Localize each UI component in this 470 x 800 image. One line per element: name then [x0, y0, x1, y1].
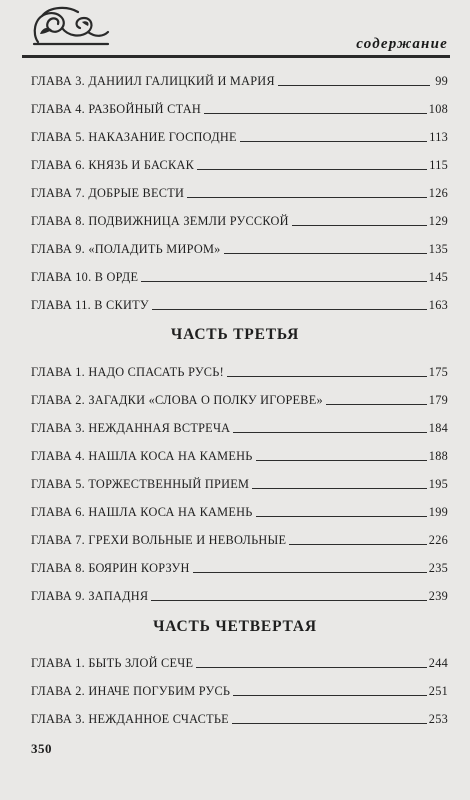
toc-entry-page: 226	[428, 533, 448, 547]
toc-entry[interactable]	[31, 643, 448, 671]
toc-entry-title: ГЛАВА 9. «ПОЛАДИТЬ МИРОМ»	[31, 242, 221, 256]
toc-entry-title: ГЛАВА 5. НАКАЗАНИЕ ГОСПОДНЕ	[31, 130, 237, 144]
dot-leader	[233, 695, 427, 696]
dot-leader	[240, 141, 428, 142]
toc-entry-title: ГЛАВА 1. БЫТЬ ЗЛОЙ СЕЧЕ	[31, 656, 194, 670]
dot-leader	[197, 169, 427, 170]
part-heading-four: ЧАСТЬ ЧЕТВЕРТАЯ	[153, 618, 317, 635]
toc-entry[interactable]	[31, 89, 448, 117]
toc-entry-page: 179	[428, 393, 448, 407]
toc-entry[interactable]	[31, 352, 448, 380]
toc-entry-title: ГЛАВА 7. ДОБРЫЕ ВЕСТИ	[31, 186, 185, 200]
toc-entry-page: 175	[428, 365, 448, 379]
dot-leader	[292, 225, 427, 226]
toc-entry-page: 199	[428, 505, 448, 519]
toc-entry-title: ГЛАВА 8. ПОДВИЖНИЦА ЗЕМЛИ РУССКОЙ	[31, 214, 289, 228]
toc-entry-page: 188	[428, 449, 448, 463]
dot-leader	[187, 197, 427, 198]
toc-entry-title: ГЛАВА 4. РАЗБОЙНЫЙ СТАН	[31, 102, 201, 116]
page-number: 350	[31, 741, 52, 756]
dot-leader	[152, 309, 427, 310]
dot-leader	[141, 281, 427, 282]
toc-entry-page: 115	[429, 158, 448, 172]
toc-entry-title: ГЛАВА 4. НАШЛА КОСА НА КАМЕНЬ	[31, 449, 253, 463]
toc-entry-title: ГЛАВА 1. НАДО СПАСАТЬ РУСЬ!	[31, 365, 224, 379]
toc-section-part-four	[31, 643, 448, 727]
toc-entry-title: ГЛАВА 2. ЗАГАДКИ «СЛОВА О ПОЛКУ ИГОРЕВЕ»	[31, 393, 323, 407]
dot-leader	[326, 404, 427, 405]
dot-leader	[232, 723, 427, 724]
toc-entry[interactable]	[31, 464, 448, 492]
toc-entry[interactable]	[31, 285, 448, 313]
toc-entry[interactable]	[31, 117, 448, 145]
dot-leader	[278, 85, 430, 86]
toc-entry-title: ГЛАВА 6. НАШЛА КОСА НА КАМЕНЬ	[31, 505, 253, 519]
dot-leader	[204, 113, 427, 114]
toc-entry-page: 239	[428, 589, 448, 603]
dot-leader	[233, 432, 426, 433]
toc-entry-page: 145	[428, 270, 448, 284]
toc-entry-title: ГЛАВА 10. В ОРДЕ	[31, 270, 139, 284]
toc-entry[interactable]	[31, 548, 448, 576]
toc-entry-page: 184	[428, 421, 448, 435]
toc-entry-title: ГЛАВА 11. В СКИТУ	[31, 298, 149, 312]
toc-entry[interactable]	[31, 492, 448, 520]
toc-entry-page: 235	[428, 561, 448, 575]
toc-entry-title: ГЛАВА 3. НЕЖДАННАЯ ВСТРЕЧА	[31, 421, 231, 435]
toc-entry[interactable]	[31, 576, 448, 604]
toc-entry-page: 251	[428, 684, 448, 698]
toc-entry-page: 108	[428, 102, 448, 116]
toc-entry[interactable]	[31, 145, 448, 173]
toc-entry-page: 244	[428, 656, 448, 670]
dot-leader	[289, 544, 427, 545]
dot-leader	[227, 376, 427, 377]
toc-entry-page: 195	[428, 477, 448, 491]
toc-entry-title: ГЛАВА 8. БОЯРИН КОРЗУН	[31, 561, 190, 575]
running-header-title: содержание	[356, 36, 448, 52]
toc-entry-page: 163	[428, 298, 448, 312]
celtic-knot-ornament-icon	[28, 4, 110, 48]
toc-entry-page: 99	[435, 74, 448, 88]
toc-section-part-three	[31, 352, 448, 604]
toc-entry[interactable]	[31, 61, 448, 89]
toc-entry[interactable]	[31, 380, 448, 408]
toc-entry-title: ГЛАВА 3. ДАНИИЛ ГАЛИЦКИЙ И МАРИЯ	[31, 74, 275, 88]
header-rule	[22, 55, 450, 58]
toc-entry[interactable]	[31, 520, 448, 548]
dot-leader	[151, 600, 426, 601]
toc-entry-title: ГЛАВА 7. ГРЕХИ ВОЛЬНЫЕ И НЕВОЛЬНЫЕ	[31, 533, 287, 547]
toc-entry[interactable]	[31, 257, 448, 285]
toc-entry-title: ГЛАВА 9. ЗАПАДНЯ	[31, 589, 149, 603]
toc-entry-page: 129	[428, 214, 448, 228]
toc-section-continued	[31, 61, 448, 313]
toc-entry[interactable]	[31, 173, 448, 201]
dot-leader	[224, 253, 427, 254]
toc-entry[interactable]	[31, 408, 448, 436]
toc-entry-title: ГЛАВА 2. ИНАЧЕ ПОГУБИМ РУСЬ	[31, 684, 231, 698]
toc-entry[interactable]	[31, 201, 448, 229]
toc-entry[interactable]	[31, 699, 448, 727]
toc-entry[interactable]	[31, 229, 448, 257]
toc-entry-page: 135	[428, 242, 448, 256]
toc-entry-title: ГЛАВА 3. НЕЖДАННОЕ СЧАСТЬЕ	[31, 712, 229, 726]
toc-entry[interactable]	[31, 436, 448, 464]
toc-entry-title: ГЛАВА 5. ТОРЖЕСТВЕННЫЙ ПРИЕМ	[31, 477, 250, 491]
dot-leader	[252, 488, 427, 489]
toc-entry-title: ГЛАВА 6. КНЯЗЬ И БАСКАК	[31, 158, 195, 172]
dot-leader	[193, 572, 427, 573]
dot-leader	[256, 516, 427, 517]
toc-entry-page: 113	[429, 130, 448, 144]
toc-entry[interactable]	[31, 671, 448, 699]
dot-leader	[256, 460, 427, 461]
part-heading-three: ЧАСТЬ ТРЕТЬЯ	[170, 326, 300, 343]
toc-entry-page: 253	[428, 712, 448, 726]
toc-entry-page: 126	[428, 186, 448, 200]
dot-leader	[196, 667, 427, 668]
